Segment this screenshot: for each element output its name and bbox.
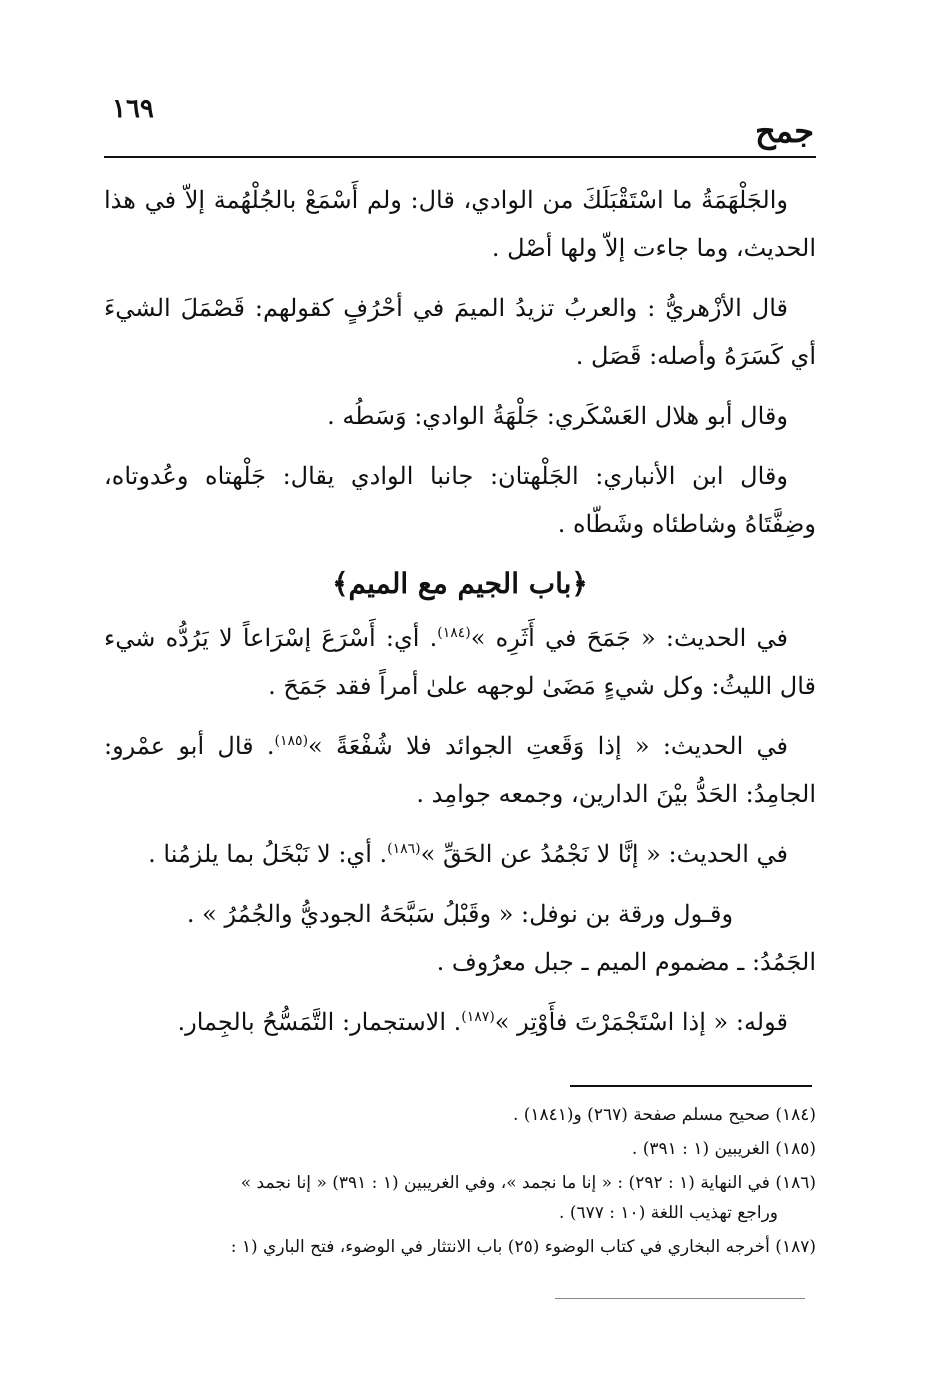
section-heading: ﴿باب الجيم مع الميم﴾ — [332, 567, 588, 600]
running-head: جمح — [755, 112, 814, 150]
footnote-186-line-1: (١٨٦) في النهاية (١ : ٢٩٢) : « إنا ما نجمد »، وفي الغريبين (١ : ٣٩١) « إنا نجمد » — [240, 1173, 816, 1193]
footnote-ref-185[interactable]: (١٨٥) — [274, 733, 309, 749]
footnote-187: (١٨٧) أخرجه البخاري في كتاب الوضوء (٢٥) باب الانتثار في الوضوء، فتح الباري (١ : — [230, 1237, 816, 1257]
paragraph-azhari: قال الأزْهريُّ : والعربُ تزيدُ الميمَ في أحْرُفٍ كقولهم: قَصْمَلَ الشيءَ أي كَسَرَهُ وأصله: قَصَل . — [104, 294, 816, 370]
hadith-text: في الحديث: « إذا وَقَعتِ الجوائد فلا شُفْعَةً » — [308, 732, 788, 760]
paragraph-jalhama: والجَلْهَمَةُ ما اسْتَقْبَلَكَ من الوادي، قال: ولم أَسْمَعْ بالجُلْهُمة إلاّ في هذا الحديث، وما جاءت إلاّ ولها أصْل . — [104, 186, 816, 262]
paragraph-jamaha — [104, 614, 816, 710]
main-text — [104, 176, 816, 1058]
paragraph-jawaid — [104, 722, 816, 818]
footnote-separator — [570, 1085, 812, 1087]
footnote-ref-186[interactable]: (١٨٦) — [387, 841, 421, 857]
footnote-184: (١٨٤) صحيح مسلم صفحة (٢٦٧) و(١٨٤١) . — [512, 1105, 816, 1125]
paragraph-askari: وقال أبو هلال العَسْكَري: جَلْهَةُ الوادي: وَسَطُه . — [327, 402, 788, 430]
paragraph-text: . أي: أَسْرَعَ إسْرَاعاً لا يَرُدُّه شيء قال الليثُ: وكل شيءٍ مَضَىٰ لوجهه علىٰ أمراً فقد جَمَحَ . — [104, 624, 816, 700]
paragraph-anbari: وقال ابن الأنباري: الجَلْهتان: جانبا الوادي يقال: جَلْهتاه وعُدوتاه، وضِفَّتَاهُ وشاطئاه وشَطّاه . — [104, 462, 816, 538]
hadith-text: قوله: « إذا اسْتَجْمَرْتَ فأَوْتِر » — [494, 1008, 788, 1036]
footnotes — [104, 1100, 816, 1266]
footnote-ref-184[interactable]: (١٨٤) — [437, 625, 471, 641]
paragraph-text: . أي: لا نَبْخَلُ بما يلزمُنا . — [148, 840, 388, 868]
paragraph-jamud: الجَمُدُ: ـ مضموم الميم ـ جبل معرُوف . — [436, 948, 816, 976]
paragraph-text: . الاستجمار: التَّمَسُّحُ بالجِمار. — [177, 1008, 462, 1036]
page-number: ١٦٩ — [112, 94, 154, 124]
bottom-rule — [555, 1298, 805, 1299]
paragraph-text: . قال أبو عمْرو: الجامِدُ: الحَدُّ بيْنَ الدارين، وجمعه جوامِد . — [104, 732, 816, 808]
hadith-text: في الحديث: « إنَّا لا نَجْمُدُ عن الحَقِّ » — [420, 840, 788, 868]
paragraph-najmud — [104, 830, 816, 878]
header-rule — [104, 156, 816, 158]
hadith-text: في الحديث: « جَمَحَ في أَثَرِه » — [470, 624, 788, 652]
footnote-186-line-2: وراجع تهذيب اللغة (١٠ : ٦٧٧) . — [559, 1203, 778, 1223]
paragraph-istijmar — [104, 998, 816, 1046]
paragraph-waraqa: وقـول ورقة بن نوفل: « وقَبْلُ سَبَّحَهُ الجوديُّ والجُمُرُ » . — [186, 900, 734, 928]
footnote-ref-187[interactable]: (١٨٧) — [461, 1009, 495, 1025]
page-header — [104, 88, 816, 158]
footnote-186 — [104, 1168, 816, 1228]
footnote-185: (١٨٥) الغريبين (١ : ٣٩١) . — [631, 1139, 816, 1159]
